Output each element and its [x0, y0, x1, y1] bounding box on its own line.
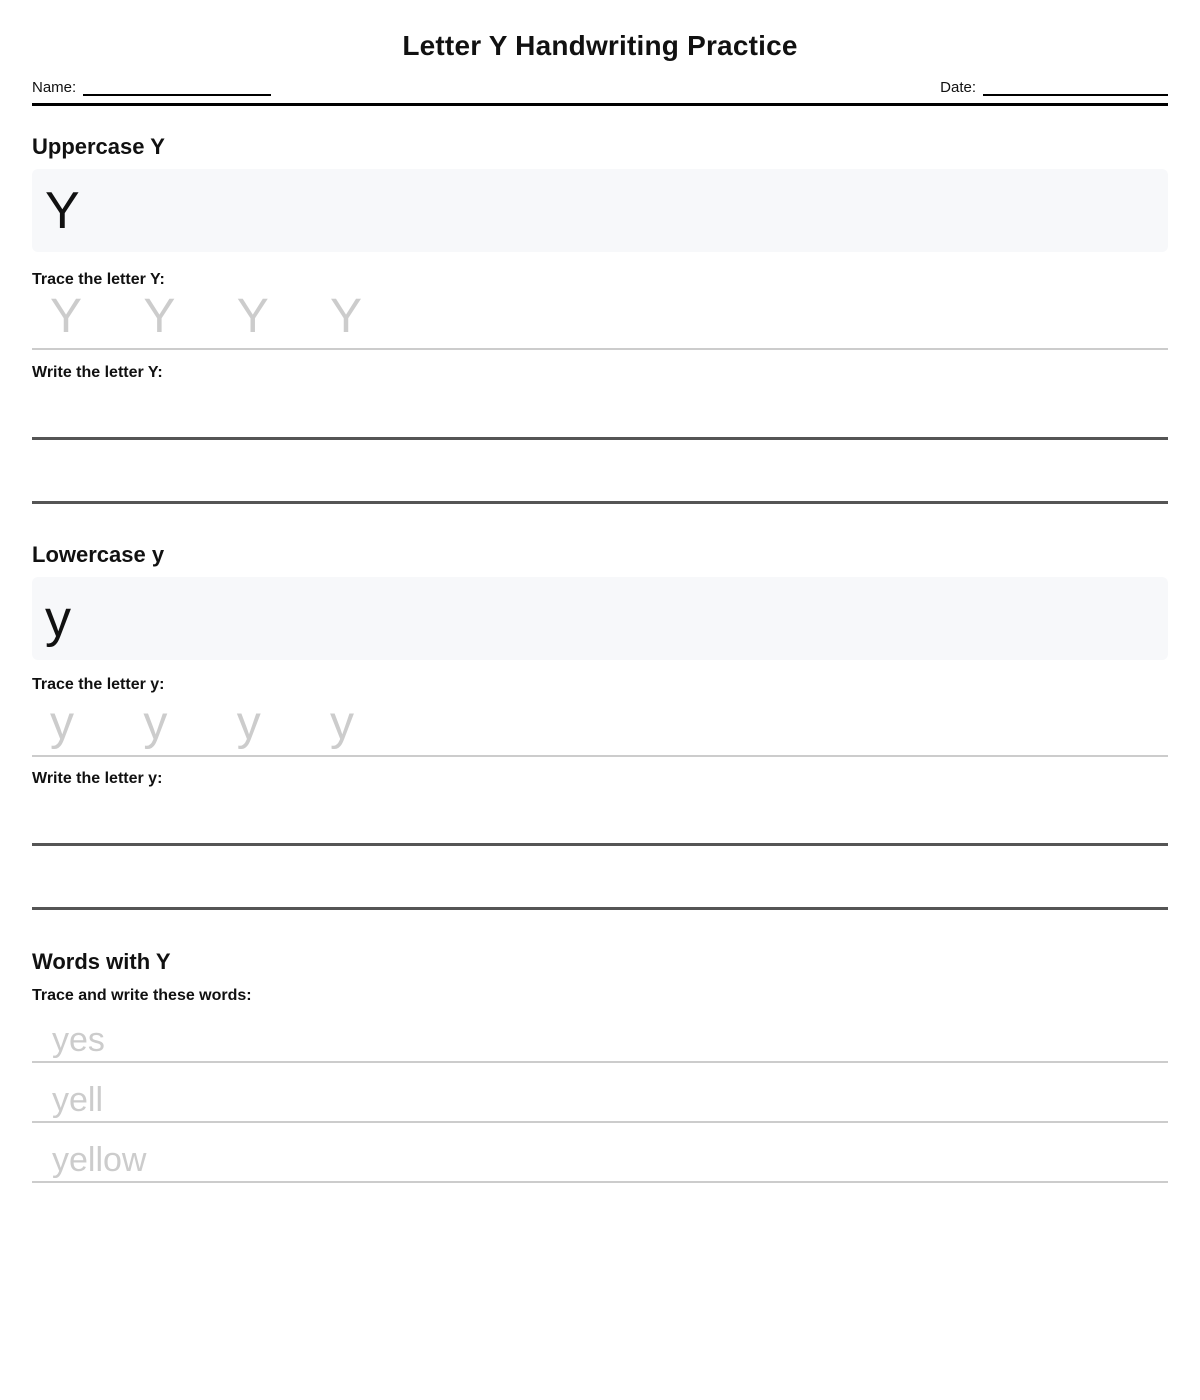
date-field: [940, 79, 1168, 96]
words-instruction-label: Trace and write these words:: [32, 987, 252, 1004]
lowercase-example-letter: y: [45, 589, 71, 648]
uppercase-heading: Uppercase Y: [32, 134, 165, 159]
trace-letter: Y: [50, 290, 83, 343]
trace-letter: y: [236, 697, 261, 750]
uppercase-write-line: [32, 382, 1168, 440]
section-uppercase: [32, 134, 1168, 504]
trace-letter: Y: [143, 290, 176, 343]
name-field: [32, 79, 271, 96]
date-label: Date:: [940, 79, 976, 96]
lowercase-write-line: [32, 788, 1168, 846]
lowercase-example-box: [32, 577, 1168, 660]
lowercase-trace-row: [32, 694, 1168, 757]
name-date-row: [32, 79, 1168, 96]
trace-word: yellow: [52, 1141, 147, 1179]
lowercase-trace-label: Trace the letter y:: [32, 676, 165, 693]
trace-letter: y: [330, 697, 355, 750]
trace-letter: Y: [330, 290, 363, 343]
header-divider: [32, 103, 1168, 106]
trace-letter: y: [143, 697, 168, 750]
uppercase-trace-label: Trace the letter Y:: [32, 271, 165, 288]
trace-letter: Y: [236, 290, 269, 343]
lowercase-heading: Lowercase y: [32, 542, 165, 567]
uppercase-trace-row: [32, 289, 1168, 350]
uppercase-write-line: [32, 440, 1168, 504]
lowercase-write-line: [32, 846, 1168, 910]
uppercase-example-box: [32, 169, 1168, 252]
uppercase-write-label: Write the letter Y:: [32, 364, 163, 381]
word-trace-row: [32, 1005, 1168, 1063]
trace-word: yes: [52, 1021, 105, 1059]
word-trace-row: [32, 1063, 1168, 1123]
words-heading: Words with Y: [32, 949, 171, 974]
section-words: [32, 949, 1168, 1183]
trace-word: yell: [52, 1081, 104, 1119]
lowercase-write-label: Write the letter y:: [32, 770, 163, 787]
section-lowercase: [32, 542, 1168, 910]
trace-letter: y: [50, 697, 74, 750]
date-blank-line: [983, 80, 1168, 96]
name-blank-line: [83, 80, 271, 96]
page-title: Letter Y Handwriting Practice: [402, 30, 798, 61]
uppercase-example-letter: Y: [45, 181, 80, 240]
name-label: Name:: [32, 79, 77, 96]
word-trace-row: [32, 1123, 1168, 1183]
